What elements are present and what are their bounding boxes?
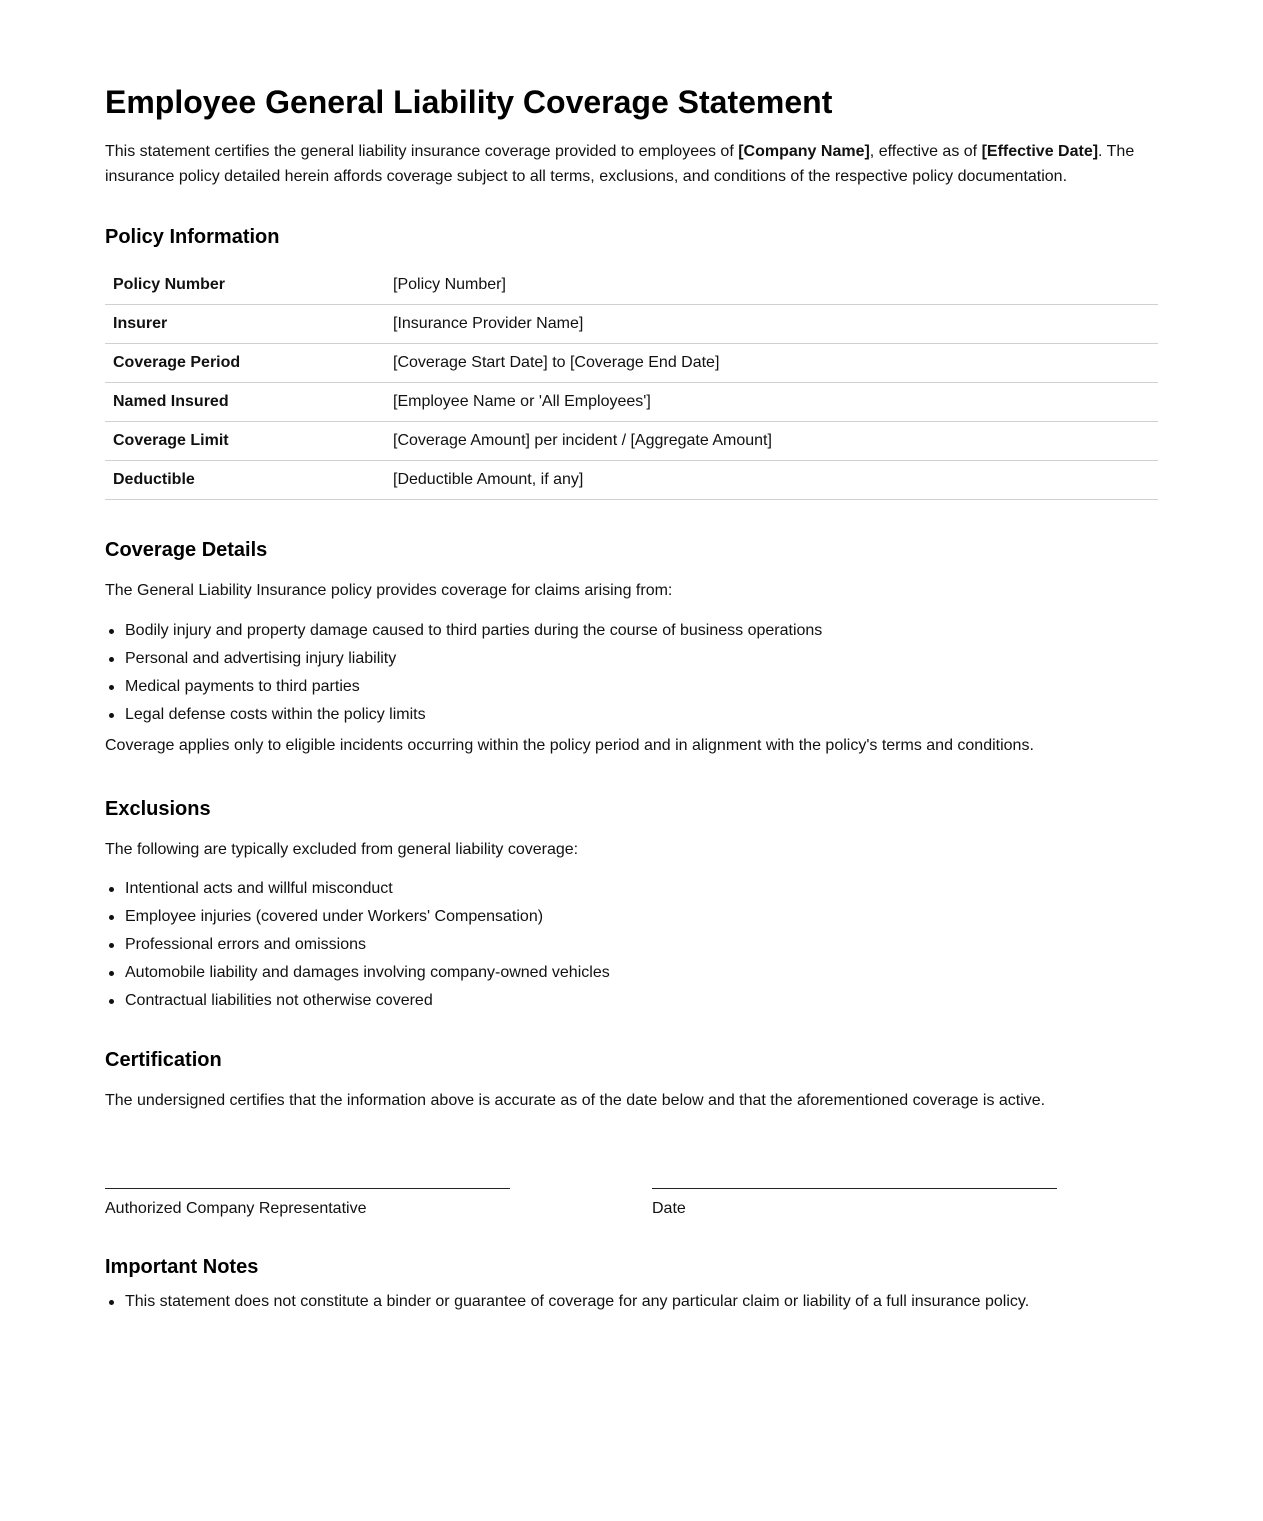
coverage-details-heading: Coverage Details: [105, 539, 268, 561]
list-item: Medical payments to third parties: [125, 673, 822, 701]
date-line[interactable]: [652, 1188, 1057, 1189]
certification-text: The undersigned certifies that the information above is accurate as of the date below and that the aforementioned coverage is active.: [105, 1092, 1046, 1109]
effective-date-placeholder: [Effective Date]: [981, 143, 1099, 160]
intro-paragraph: This statement certifies the general liability insurance coverage provided to employees of [Company Name], effective as of [Effective Date]. The insurance policy detailed herein affords coverage subject to all terms, exclusions, and conditions of the respective policy documentation.: [105, 143, 1135, 185]
table-row: [105, 383, 1158, 422]
list-item: Intentional acts and willful misconduct: [125, 875, 610, 903]
company-name-placeholder: [Company Name]: [738, 143, 870, 160]
date-label: Date: [652, 1200, 686, 1217]
important-notes-list: [105, 1288, 1029, 1316]
document-title: Employee General Liability Coverage Statement: [105, 84, 833, 120]
list-item: Legal defense costs within the policy limits: [125, 701, 822, 729]
coverage-period-value: [Coverage Start Date] to [Coverage End Date]: [385, 344, 1158, 383]
coverage-limit-label: Coverage Limit: [105, 422, 385, 461]
table-row: [105, 305, 1158, 344]
deductible-label: Deductible: [105, 461, 385, 500]
policy-information-table: [105, 266, 1158, 500]
named-insured-value: [Employee Name or 'All Employees']: [385, 383, 1158, 422]
important-notes-heading: Important Notes: [105, 1256, 259, 1278]
signature-label: Authorized Company Representative: [105, 1200, 367, 1217]
list-item: This statement does not constitute a binder or guarantee of coverage for any particular claim or liability of a full insurance policy.: [125, 1288, 1029, 1316]
table-row: [105, 461, 1158, 500]
coverage-period-label: Coverage Period: [105, 344, 385, 383]
list-item: Employee injuries (covered under Workers' Compensation): [125, 903, 610, 931]
exclusions-list: [105, 875, 610, 1015]
coverage-details-list: [105, 617, 822, 729]
table-row: [105, 266, 1158, 305]
exclusions-lead: The following are typically excluded from general liability coverage:: [105, 841, 579, 858]
certification-heading: Certification: [105, 1049, 222, 1071]
named-insured-label: Named Insured: [105, 383, 385, 422]
insurer-label: Insurer: [105, 305, 385, 344]
list-item: Personal and advertising injury liability: [125, 645, 822, 673]
table-row: [105, 422, 1158, 461]
coverage-limit-value: [Coverage Amount] per incident / [Aggregate Amount]: [385, 422, 1158, 461]
policy-number-value: [Policy Number]: [385, 266, 1158, 305]
important-notes-clipped-area: [105, 1293, 1158, 1310]
list-item: Bodily injury and property damage caused to third parties during the course of business operations: [125, 617, 822, 645]
exclusions-heading: Exclusions: [105, 798, 211, 820]
list-item: Professional errors and omissions: [125, 931, 610, 959]
coverage-details-lead: The General Liability Insurance policy provides coverage for claims arising from:: [105, 582, 673, 599]
list-item: Contractual liabilities not otherwise covered: [125, 987, 610, 1015]
deductible-value: [Deductible Amount, if any]: [385, 461, 1158, 500]
signature-line[interactable]: [105, 1188, 510, 1189]
list-item: Automobile liability and damages involving company-owned vehicles: [125, 959, 610, 987]
policy-number-label: Policy Number: [105, 266, 385, 305]
table-row: [105, 344, 1158, 383]
coverage-details-footer: Coverage applies only to eligible incidents occurring within the policy period and in alignment with the policy's terms and conditions.: [105, 737, 1034, 754]
policy-information-heading: Policy Information: [105, 226, 280, 248]
insurer-value: [Insurance Provider Name]: [385, 305, 1158, 344]
